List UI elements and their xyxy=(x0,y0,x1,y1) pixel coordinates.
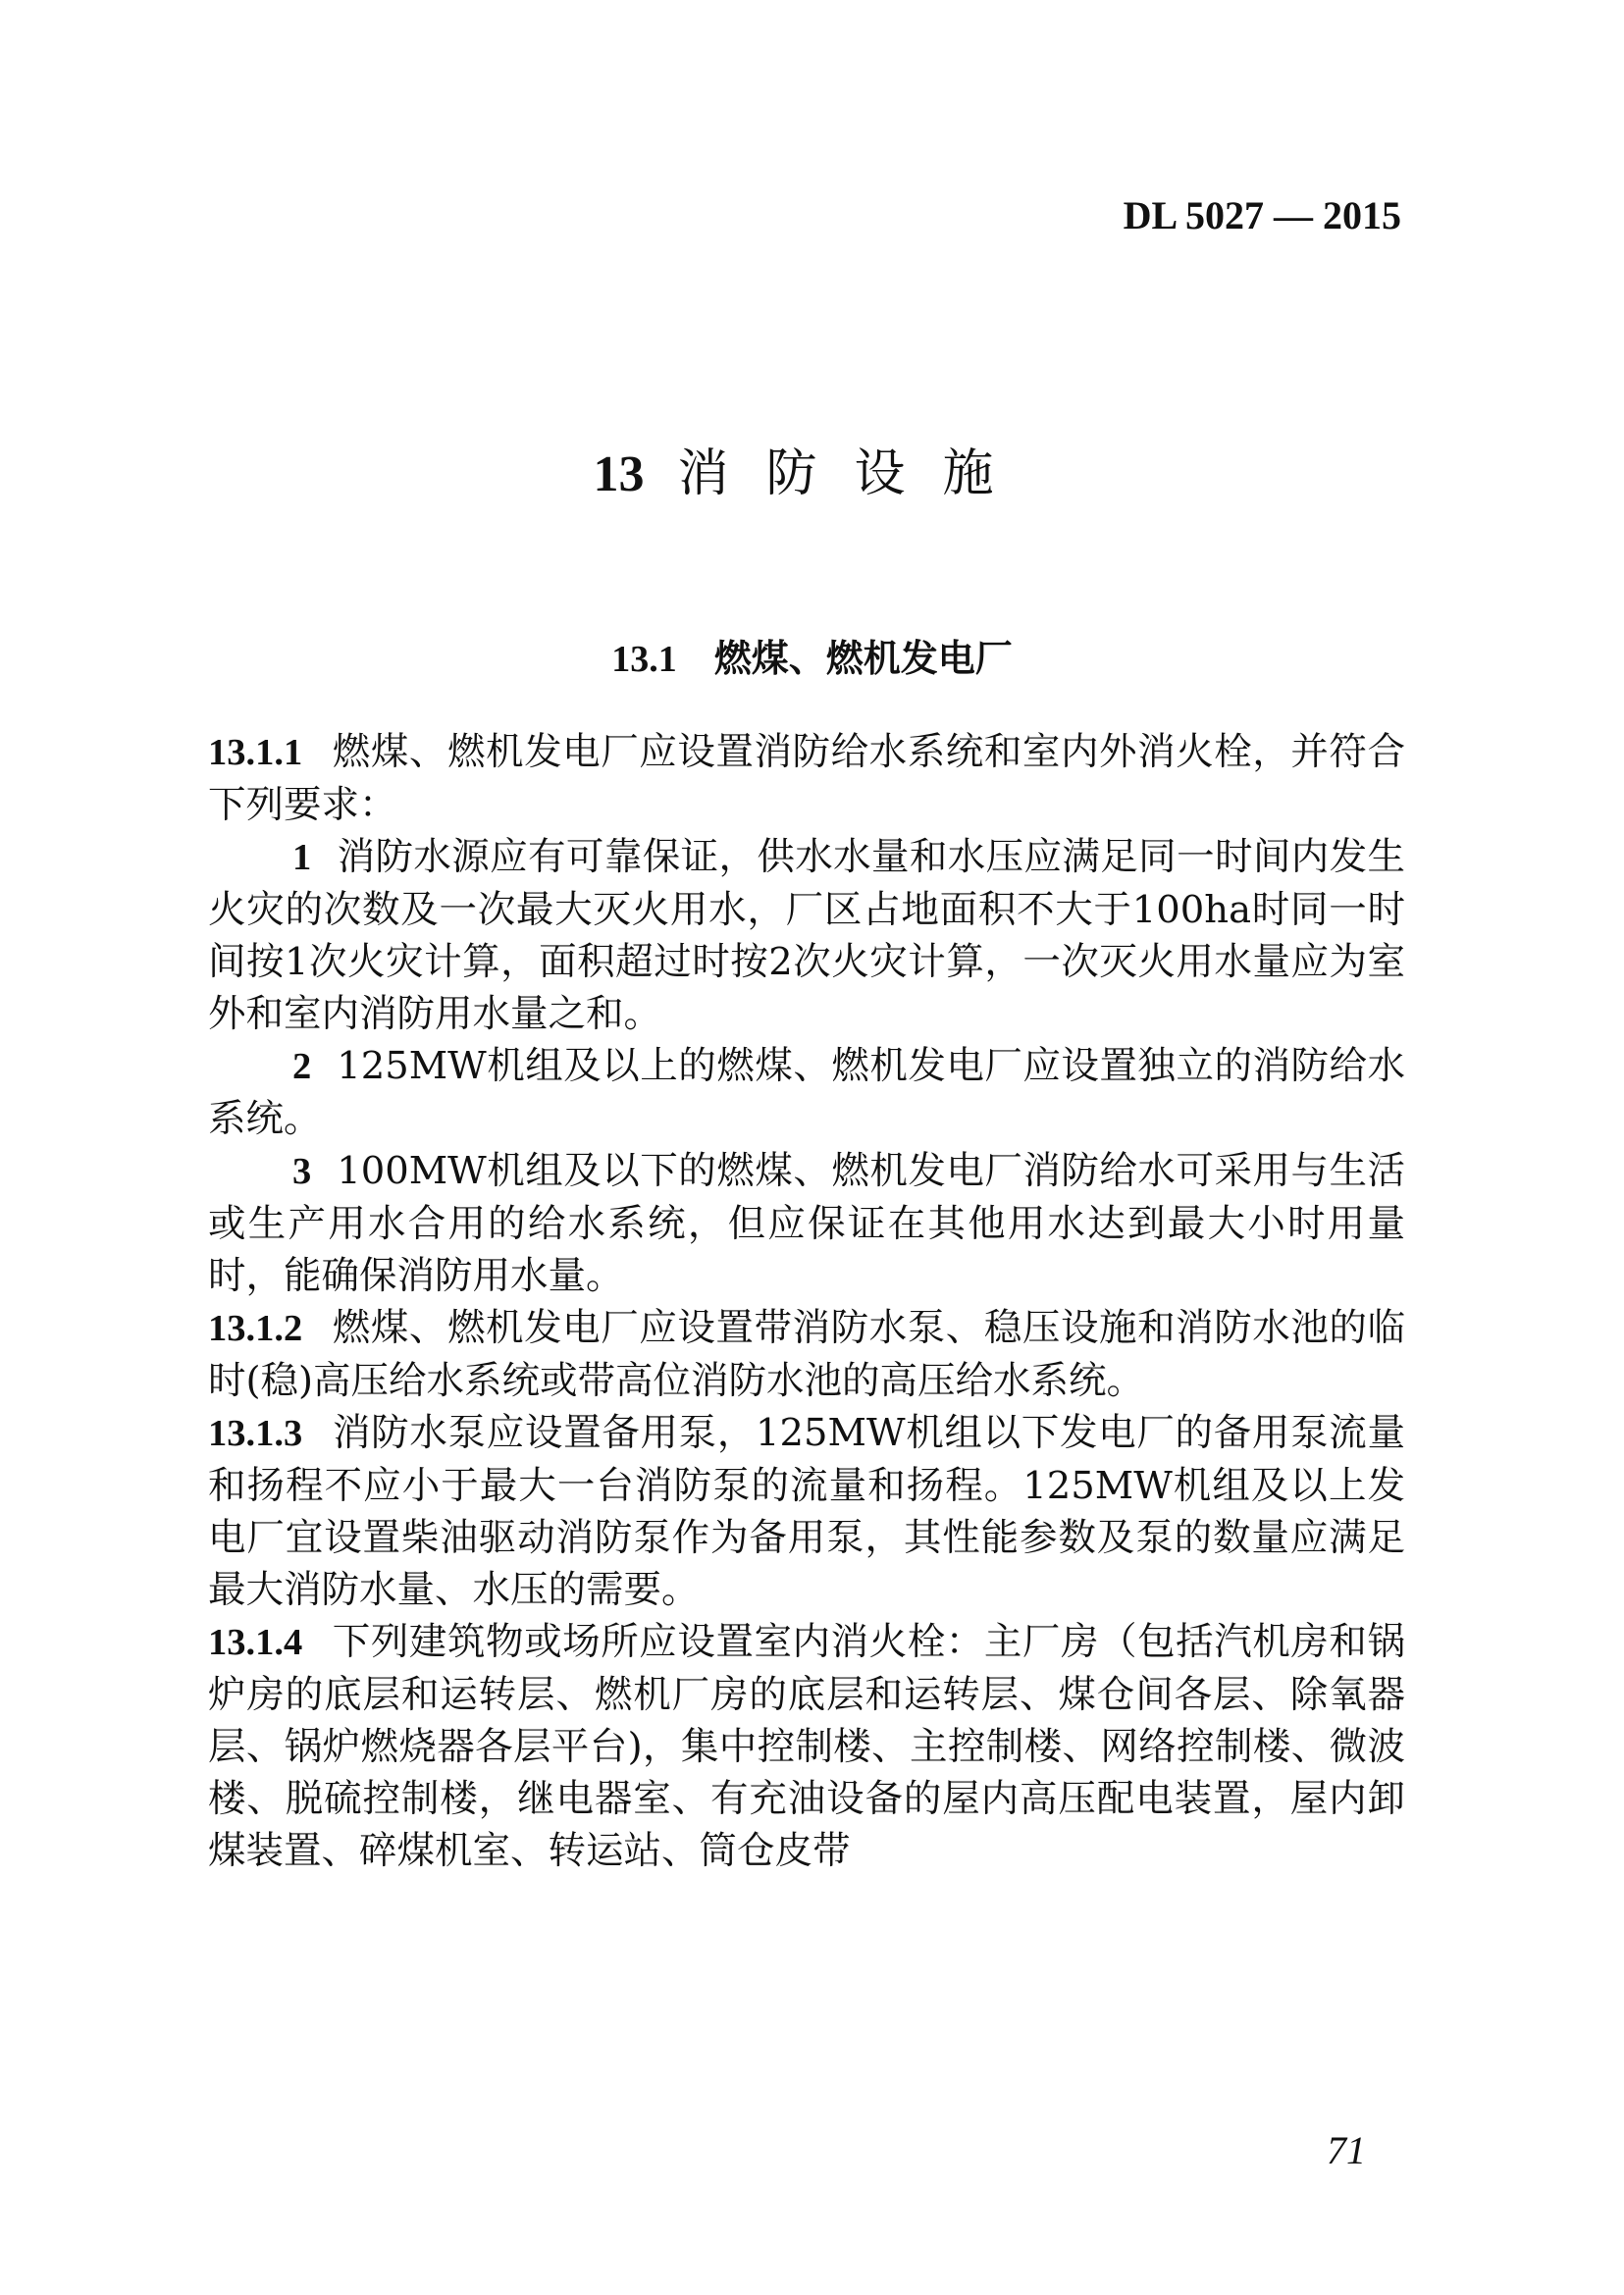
clause-number: 13.1.1 xyxy=(208,732,303,773)
section-heading xyxy=(0,628,1624,682)
clause-text: 燃煤、燃机发电厂应设置带消防水泵、稳压设施和消防水池的临时(稳)高压给水系统或带高位消防水池的高压给水系统。 xyxy=(208,1306,1405,1403)
chapter-title: 消防设施 xyxy=(677,444,1031,503)
clause-13-1-3 xyxy=(208,1407,1405,1616)
clause-text: 消防水泵应设置备用泵，125MW机组以下发电厂的备用泵流量和扬程不应小于最大一台消防泵的流量和扬程。125MW机组及以上发电厂宜设置柴油驱动消防泵作为备用泵，其性能参数及泵的数量应满足最大消防水量、水压的需要。 xyxy=(208,1411,1405,1612)
list-item xyxy=(208,831,1405,1040)
body-text xyxy=(208,726,1405,1877)
clause-number: 13.1.3 xyxy=(208,1413,303,1454)
clause-13-1-1 xyxy=(208,726,1405,831)
list-item xyxy=(208,1145,1405,1302)
item-number: 3 xyxy=(292,1151,312,1192)
item-text: 消防水源应有可靠保证，供水水量和水压应满足同一时间内发生火灾的次数及一次最大灭火用水，厂区占地面积不大于100ha时同一时间按1次火灾计算，面积超过时按2次火灾计算，一次灭火用水量应为室外和室内消防用水量之和。 xyxy=(208,835,1405,1036)
clause-number: 13.1.2 xyxy=(208,1308,303,1349)
standard-code-header: DL 5027 — 2015 xyxy=(1123,193,1401,237)
item-text: 125MW机组及以上的燃煤、燃机发电厂应设置独立的消防给水系统。 xyxy=(208,1044,1405,1141)
list-item xyxy=(208,1040,1405,1145)
item-number: 2 xyxy=(292,1046,312,1087)
section-number: 13.1 xyxy=(611,639,677,680)
item-text: 100MW机组及以下的燃煤、燃机发电厂消防给水可采用与生活或生产用水合用的给水系统，但应保证在其他用水达到最大小时用量时，能确保消防用水量。 xyxy=(208,1149,1405,1298)
clause-text: 燃煤、燃机发电厂应设置消防给水系统和室内外消火栓，并符合下列要求： xyxy=(208,730,1405,827)
clause-text: 下列建筑物或场所应设置室内消火栓：主厂房（包括汽机房和锅炉房的底层和运转层、燃机厂房的底层和运转层、煤仓间各层、除氧器层、锅炉燃烧器各层平台)，集中控制楼、主控制楼、网络控制楼、微波楼、脱硫控制楼，继电器室、有充油设备的屋内高压配电装置，屋内卸煤装置、碎煤机室、转运站、筒仓皮带 xyxy=(208,1620,1405,1873)
item-number: 1 xyxy=(292,837,312,878)
clause-number: 13.1.4 xyxy=(208,1622,303,1663)
section-title: 燃煤、燃机发电厂 xyxy=(713,636,1013,680)
chapter-heading xyxy=(0,432,1624,505)
clause-13-1-4 xyxy=(208,1616,1405,1877)
chapter-number: 13 xyxy=(593,446,645,502)
page-number: 71 xyxy=(1327,2128,1366,2172)
clause-13-1-2 xyxy=(208,1302,1405,1407)
